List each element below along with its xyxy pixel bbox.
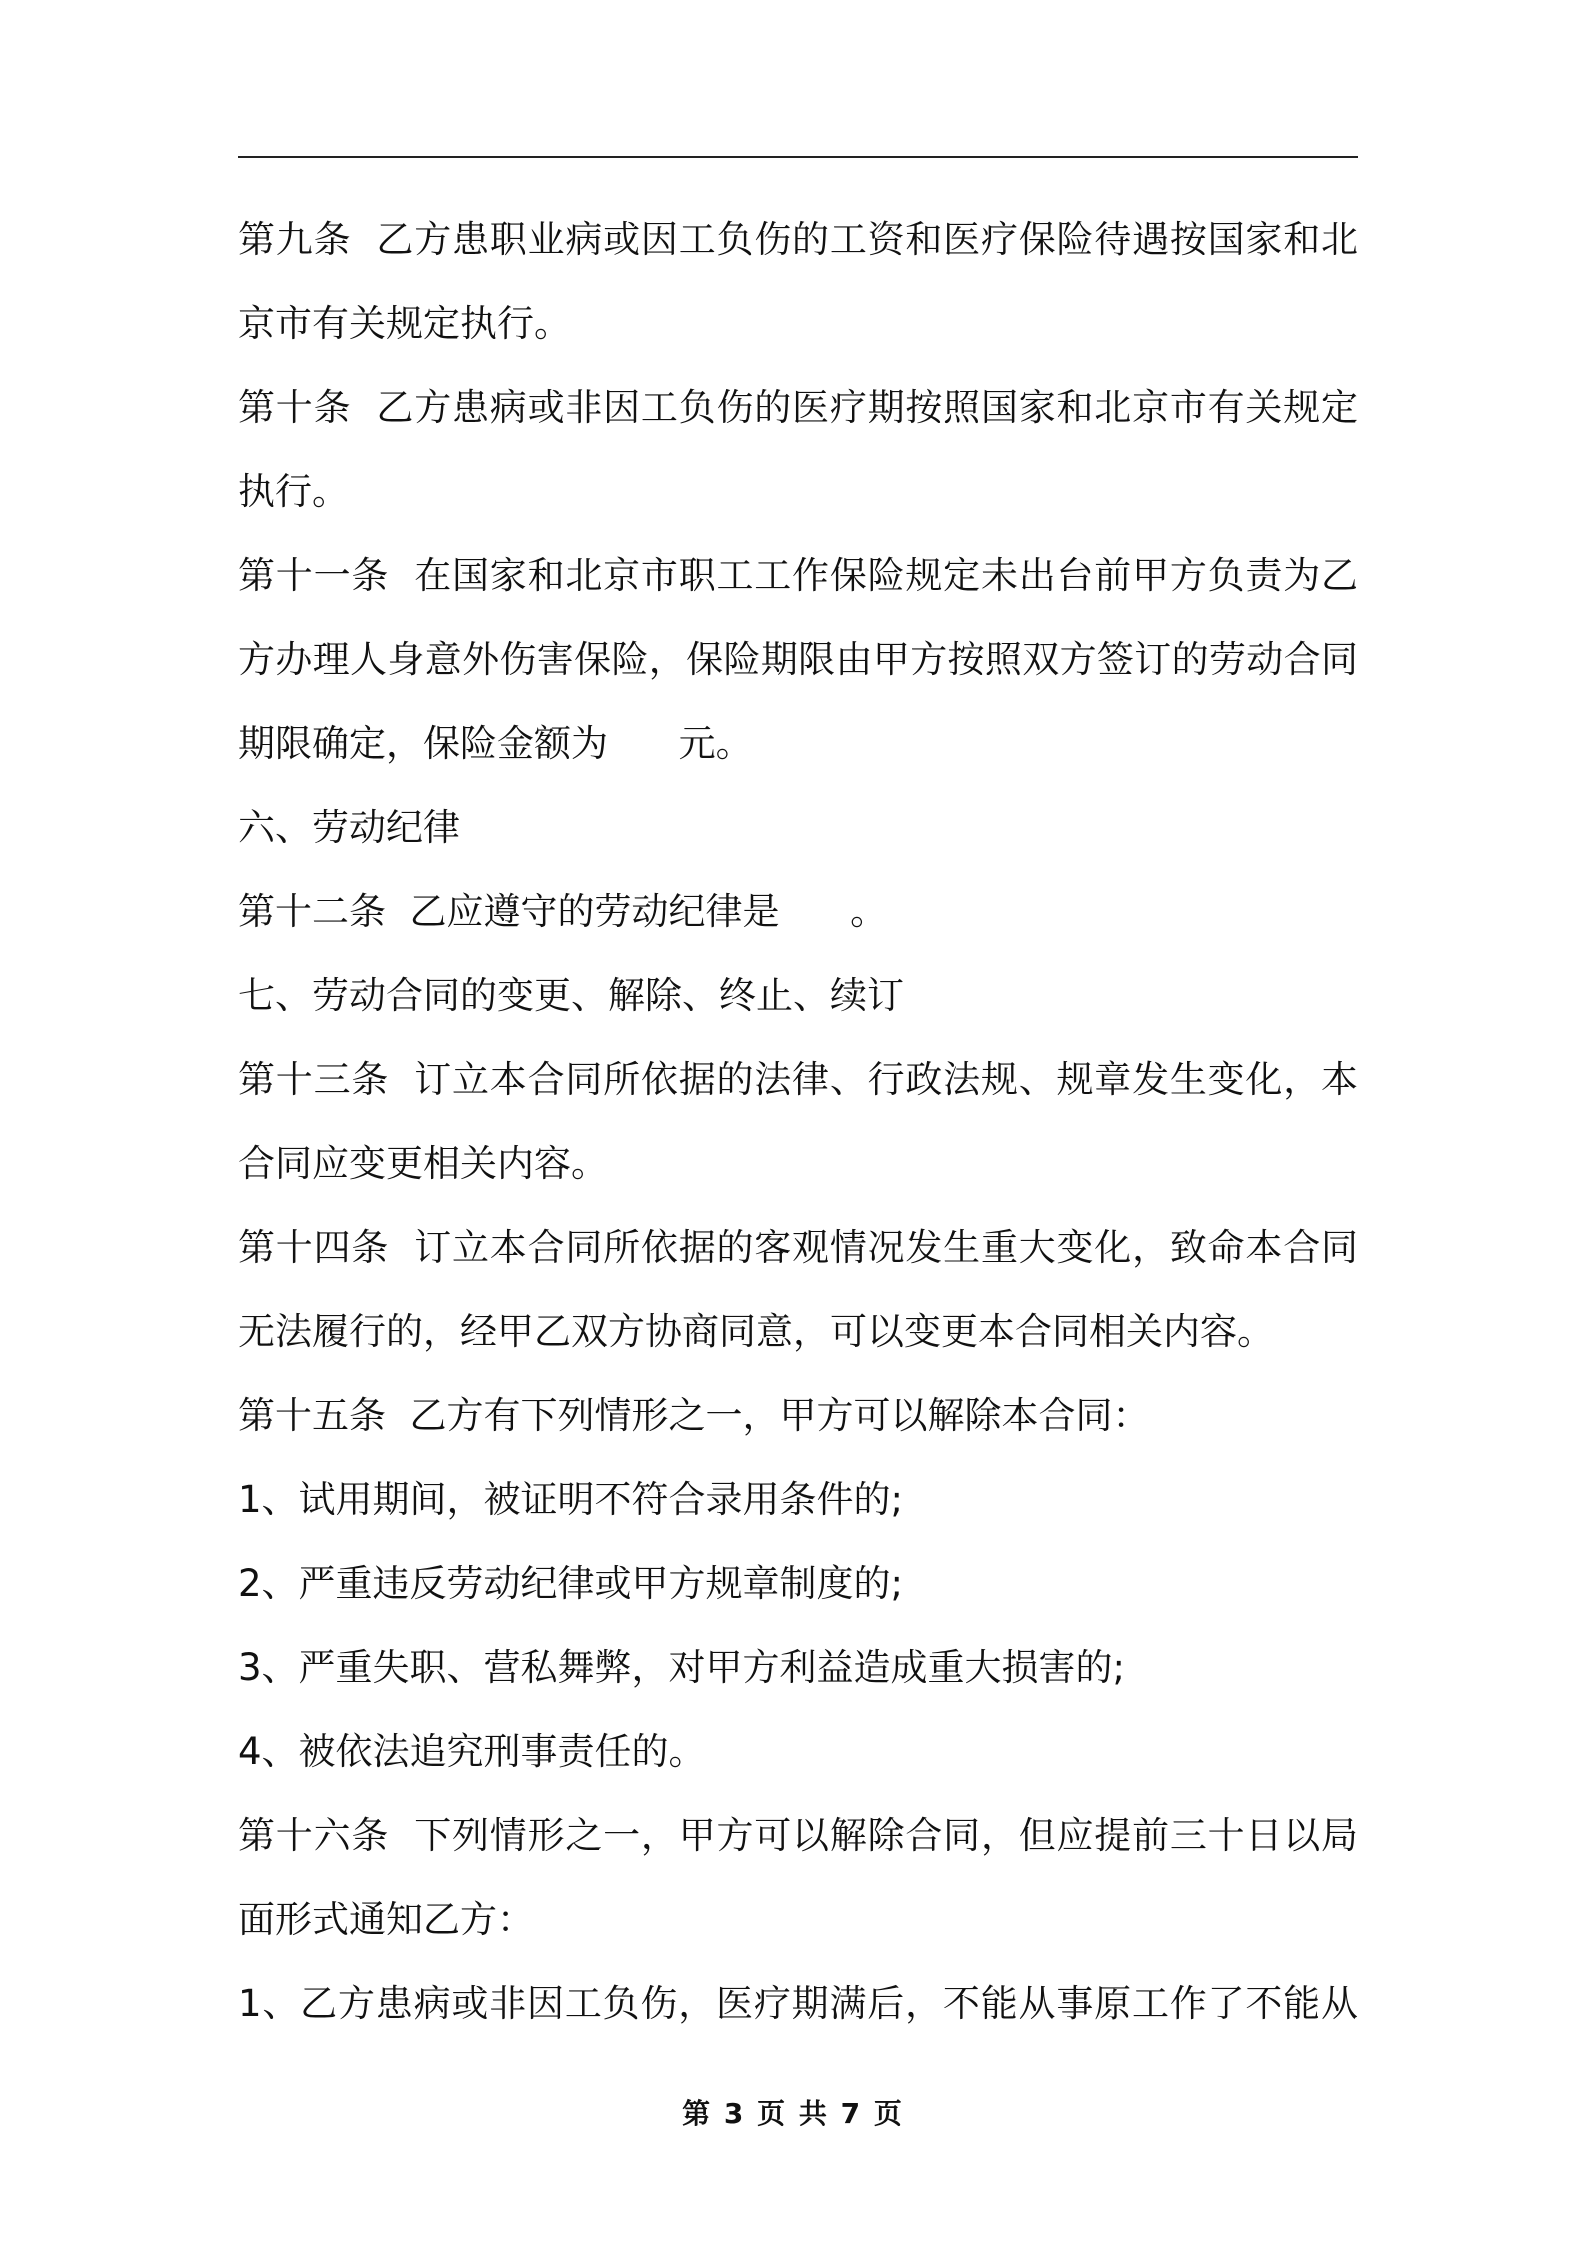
text-line-15: 第十五条 乙方有下列情形之一，甲方可以解除本合同：	[238, 1394, 1150, 1437]
text-line-21: 面形式通知乙方：	[238, 1898, 534, 1941]
text-line-6: 方办理人身意外伤害保险，保险期限由甲方按照双方签订的劳动合同	[238, 638, 1358, 681]
list-item-1: 1、试用期间，被证明不符合录用条件的;	[238, 1478, 904, 1521]
section-heading-contract-changes: 七、劳动合同的变更、解除、终止、续订	[238, 974, 904, 1017]
list-item-2: 2、严重违反劳动纪律或甲方规章制度的;	[238, 1562, 904, 1605]
page-number: 第 3 页 共 7 页	[682, 2097, 904, 2130]
list-item-4: 4、被依法追究刑事责任的。	[238, 1730, 706, 1773]
header-rule	[238, 156, 1358, 158]
text-line-4: 执行。	[238, 470, 349, 513]
text-line-11: 第十三条 订立本合同所依据的法律、行政法规、规章发生变化，本	[238, 1058, 1358, 1101]
document-body	[238, 198, 1358, 2046]
text-line-13: 第十四条 订立本合同所依据的客观情况发生重大变化，致命本合同	[238, 1226, 1358, 1269]
text-line-5: 第十一条 在国家和北京市职工工作保险规定未出台前甲方负责为乙	[238, 554, 1358, 597]
text-line-2: 京市有关规定执行。	[238, 302, 571, 345]
text-line-14: 无法履行的，经甲乙双方协商同意，可以变更本合同相关内容。	[238, 1310, 1274, 1353]
text-line-12: 合同应变更相关内容。	[238, 1142, 608, 1185]
text-line-9: 第十二条 乙应遵守的劳动纪律是 。	[238, 890, 888, 933]
list-item-3: 3、严重失职、营私舞弊，对甲方利益造成重大损害的;	[238, 1646, 1126, 1689]
text-line-20: 第十六条 下列情形之一，甲方可以解除合同，但应提前三十日以局	[238, 1814, 1358, 1857]
section-heading-labor-discipline: 六、劳动纪律	[238, 806, 460, 849]
text-line-7: 期限确定，保险金额为 元。	[238, 722, 753, 765]
text-line-1: 第九条 乙方患职业病或因工负伤的工资和医疗保险待遇按国家和北	[238, 218, 1358, 261]
text-line-22: 1、乙方患病或非因工负伤，医疗期满后，不能从事原工作了不能从	[238, 1982, 1358, 2025]
text-line-3: 第十条 乙方患病或非因工负伤的医疗期按照国家和北京市有关规定	[238, 386, 1358, 429]
